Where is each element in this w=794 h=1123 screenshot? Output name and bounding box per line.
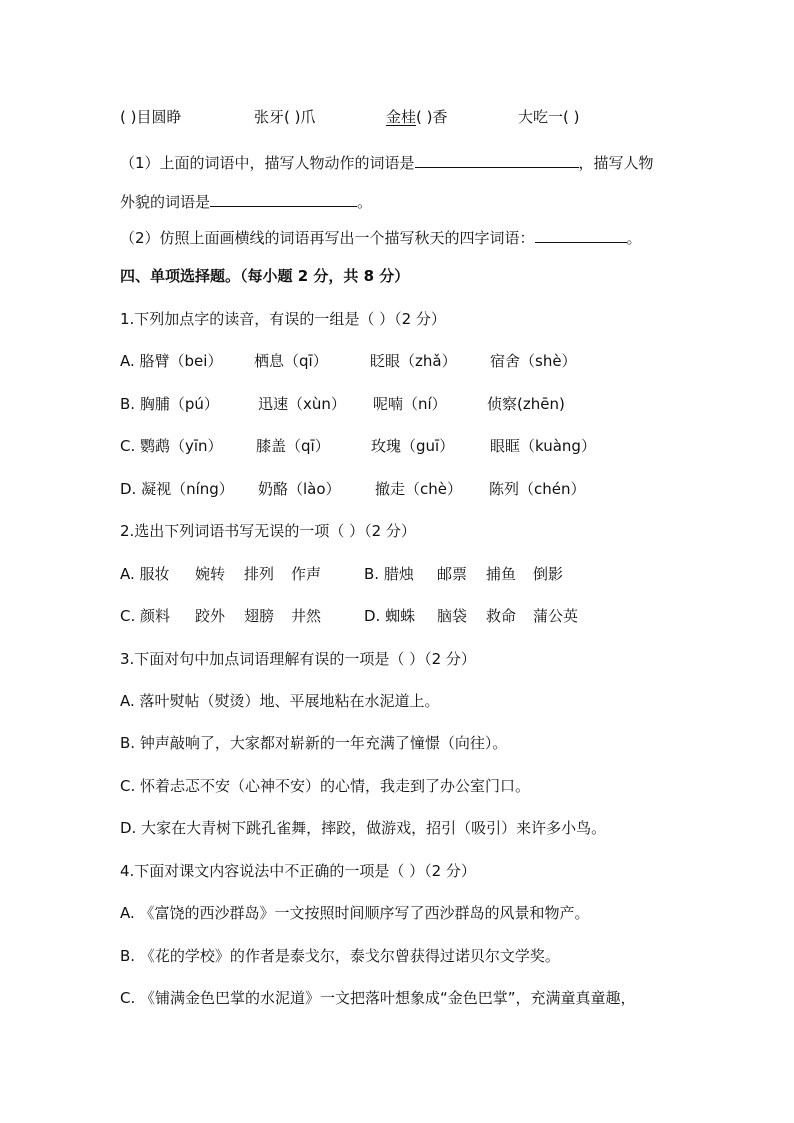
idiom-item-2: 张牙( )爪 xyxy=(254,108,316,126)
sub-question-1-cont xyxy=(120,190,372,212)
q2-option-a-1: A. 服妆 xyxy=(120,565,170,583)
q2-option-a-4: 作声 xyxy=(291,565,322,583)
question-1-stem: 1.下列加点字的读音，有误的一组是（ ）（2 分） xyxy=(120,310,446,328)
q2-option-d-2: 脑袋 xyxy=(437,607,468,625)
idiom-item-3-rest: ( )香 xyxy=(416,108,448,126)
q1-option-c-1: C. 鹦鹉（yīn） xyxy=(120,437,223,455)
sub1-text-c: 外貌的词语是 xyxy=(120,193,211,211)
sub2-text-b: 。 xyxy=(626,229,642,247)
q1-option-a-1: A. 胳臂（bei） xyxy=(120,352,223,370)
idiom-item-3 xyxy=(386,107,448,127)
q4-option-c: C. 《铺满金色巴掌的水泥道》一文把落叶想象成“金色巴掌”，充满童真童趣， xyxy=(120,989,636,1007)
q3-option-b: B. 钟声敲响了，大家都对崭新的一年充满了憧憬（向往）。 xyxy=(120,734,508,752)
question-3-stem: 3.下面对句中加点词语理解有误的一项是（ ）（2 分） xyxy=(120,650,476,668)
q2-option-a-2: 婉转 xyxy=(195,565,226,583)
q1-option-d-2: 奶酪（lào） xyxy=(258,480,341,498)
q2-option-b-4: 倒影 xyxy=(533,565,564,583)
q2-option-c-3: 翅膀 xyxy=(244,607,275,625)
q1-option-d-1: D. 凝视（níng） xyxy=(120,480,234,498)
question-4-stem: 4.下面对课文内容说法中不正确的一项是（ ）（2 分） xyxy=(120,862,476,880)
answer-blank[interactable] xyxy=(415,151,579,168)
q2-option-a-3: 排列 xyxy=(244,565,275,583)
section-heading: 四、单项选择题。（每小题 2 分，共 8 分） xyxy=(120,267,410,285)
q2-option-b-3: 捕鱼 xyxy=(486,565,517,583)
sub-question-1 xyxy=(120,151,654,173)
q1-option-d-3: 撤走（chè） xyxy=(375,480,462,498)
q2-option-c-2: 跤外 xyxy=(195,607,226,625)
idiom-item-1: ( )目圆睁 xyxy=(120,108,182,126)
q1-option-b-4: 侦察(zhēn) xyxy=(487,395,565,413)
answer-blank[interactable] xyxy=(535,226,627,243)
q3-option-c: C. 怀着忐忑不安（心神不安）的心情，我走到了办公室门口。 xyxy=(120,777,531,795)
q3-option-d: D. 大家在大青树下跳孔雀舞，摔跤，做游戏，招引（吸引）来许多小鸟。 xyxy=(120,819,607,837)
q1-option-b-2: 迅速（xùn） xyxy=(258,395,346,413)
q4-option-b: B. 《花的学校》的作者是泰戈尔，泰戈尔曾获得过诺贝尔文学奖。 xyxy=(120,947,560,965)
q1-option-b-1: B. 胸脯（pú） xyxy=(120,395,219,413)
q4-option-a: A. 《富饶的西沙群岛》一文按照时间顺序写了西沙群岛的风景和物产。 xyxy=(120,904,590,922)
q3-option-a: A. 落叶熨帖（熨烫）地、平展地粘在水泥道上。 xyxy=(120,692,440,710)
q2-option-b-2: 邮票 xyxy=(437,565,468,583)
question-2-stem: 2.选出下列词语书写无误的一项（ ）（2 分） xyxy=(120,522,416,540)
sub1-text-d: 。 xyxy=(357,193,373,211)
q2-option-d-1: D. 蜘蛛 xyxy=(364,607,416,625)
q2-option-b-1: B. 腊烛 xyxy=(364,565,414,583)
q2-option-c-1: C. 颜料 xyxy=(120,607,171,625)
q1-option-a-2: 栖息（qī） xyxy=(254,352,328,370)
q1-option-b-3: 呢喃（ní） xyxy=(373,395,447,413)
sub1-text-a: （1）上面的词语中，描写人物动作的词语是 xyxy=(120,154,415,172)
q2-option-c-4: 井然 xyxy=(291,607,322,625)
q1-option-c-3: 玫瑰（guī） xyxy=(371,437,455,455)
sub-question-2 xyxy=(120,226,642,248)
q1-option-c-4: 眼眶（kuàng） xyxy=(490,437,596,455)
q1-option-a-4: 宿舍（shè） xyxy=(490,352,577,370)
q2-option-d-3: 救命 xyxy=(486,607,517,625)
underlined-word: 金桂 xyxy=(386,108,417,126)
idiom-item-4: 大吃一( ) xyxy=(518,108,580,126)
answer-blank[interactable] xyxy=(210,190,357,207)
q1-option-c-2: 膝盖（qī） xyxy=(256,437,330,455)
q1-option-a-3: 眨眼（zhǎ） xyxy=(370,352,457,370)
sub2-text-a: （2）仿照上面画横线的词语再写出一个描写秋天的四字词语： xyxy=(120,229,535,247)
q1-option-d-4: 陈列（chén） xyxy=(489,480,586,498)
q2-option-d-4: 蒲公英 xyxy=(533,607,579,625)
sub1-text-b: ，描写人物 xyxy=(578,154,654,172)
